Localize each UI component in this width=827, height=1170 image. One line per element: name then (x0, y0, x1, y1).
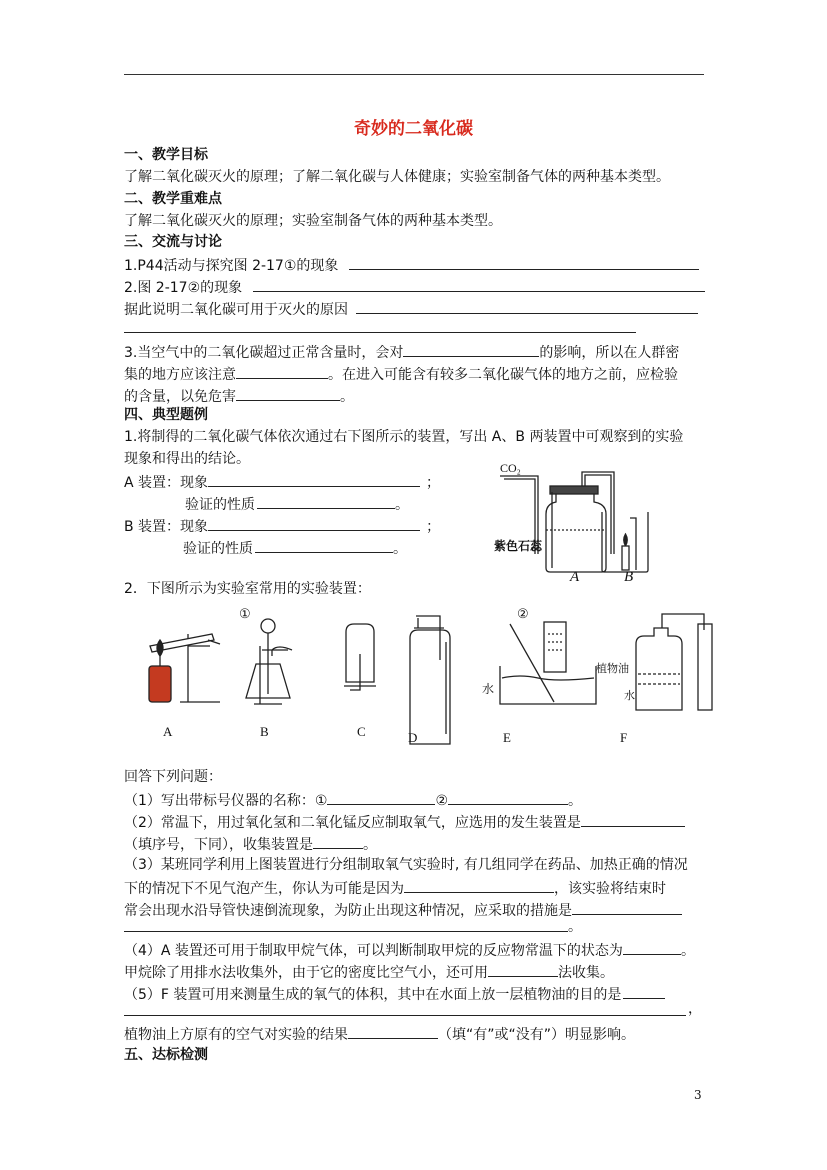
answer-blank[interactable] (255, 538, 393, 553)
fig2-label-e: E (503, 730, 511, 745)
question-1-text: 1.P44活动与探究图 2-17①的现象 (124, 258, 339, 274)
fig2-water2-label: 水 (624, 689, 635, 702)
answer-blank[interactable] (581, 812, 685, 827)
answer-blank[interactable] (313, 834, 363, 849)
answer-line[interactable] (124, 1015, 686, 1016)
question-text: （5）F 装置可用来测量生成的氧气的体积，其中在水面上放一层植物油的目的是 (124, 987, 622, 1003)
answer-blank[interactable] (349, 255, 699, 270)
question-2b-text: 据此说明二氧化碳可用于灭火的原因 (124, 302, 348, 318)
section-1-text: 了解二氧化碳灭火的原理；了解二氧化碳与人体健康；实验室制备气体的两种基本类型。 (124, 169, 670, 185)
punct: 。 (363, 837, 377, 853)
answer-intro: 回答下列问题： (124, 769, 222, 785)
question-text: 常会出现水沿导管快速倒流现象，为防止出现这种情况，应采取的措施是 (124, 903, 572, 919)
punct: ； (426, 519, 441, 535)
question-3-text: 。在进入可能含有较多二氧化碳气体的地方之前，应检验 (328, 367, 678, 383)
section-3-heading: 三、交流与讨论 (124, 234, 222, 250)
header-rule (124, 74, 704, 75)
punct: 。 (568, 919, 582, 935)
page-title: 奇妙的二氧化碳 (354, 119, 473, 139)
question-a5 (124, 984, 665, 1004)
fig2-label-d: D (408, 730, 418, 745)
litmus-label: 紫色石蕊 (494, 539, 543, 553)
co2-label: CO₂ (500, 461, 521, 475)
question-1 (124, 255, 699, 275)
question-3-text: 集的地方应该注意 (124, 367, 236, 383)
question-text: （填“有”或“没有”）明显影响。 (438, 1027, 636, 1043)
question-3 (124, 342, 679, 362)
question-text: （1）写出带标号仪器的名称：① (124, 793, 328, 809)
answer-blank[interactable] (236, 364, 328, 379)
section-2-heading: 二、教学重难点 (124, 191, 222, 207)
question-3-text: 3.当空气中的二氧化碳超过正常含量时，会对 (124, 345, 404, 361)
question-text: 法收集。 (558, 965, 614, 981)
question-text: （2）常温下，用过氧化氢和二氧化锰反应制取氧气，应选用的发生装置是 (124, 815, 581, 831)
answer-line[interactable] (124, 931, 568, 932)
question-a1 (124, 790, 582, 810)
device-b-phenomenon (124, 516, 440, 536)
label: 验证的性质 (183, 541, 253, 557)
punct: 。 (395, 497, 409, 513)
section-2-text: 了解二氧化碳灭火的原理；实验室制备气体的两种基本类型。 (124, 213, 502, 229)
answer-line[interactable] (124, 332, 636, 333)
question-text: 下的情况下不见气泡产生，你认为可能是因为 (124, 881, 404, 897)
question-text: ，该实验将结束时 (554, 881, 666, 897)
answer-blank[interactable] (327, 790, 435, 805)
punct: ， (688, 1001, 702, 1017)
section-1-heading: 一、教学目标 (124, 147, 208, 163)
page-number: 3 (694, 1088, 702, 1102)
answer-blank[interactable] (208, 516, 420, 531)
punct: 。 (568, 793, 583, 809)
question-3-cont2 (124, 386, 354, 406)
answer-blank[interactable] (356, 299, 698, 314)
fig1-label-a: A (570, 569, 580, 585)
label: 验证的性质 (185, 497, 255, 513)
answer-blank[interactable] (488, 962, 558, 977)
question-a2-cont (124, 834, 377, 854)
question-a3-cont2 (124, 900, 682, 920)
punct: ； (426, 475, 441, 491)
section-5-heading: 五、达标检测 (124, 1047, 208, 1063)
answer-blank[interactable] (572, 900, 682, 915)
problem-1-line-2: 现象和得出的结论。 (124, 451, 250, 467)
question-a2 (124, 812, 685, 832)
fig2-label-b: B (260, 724, 269, 739)
co2-apparatus-figure (490, 458, 670, 588)
device-a-property (185, 494, 409, 514)
question-a5-cont (124, 1024, 635, 1044)
question-a3-cont (124, 878, 666, 898)
label: A 装置：现象 (124, 475, 209, 491)
answer-blank[interactable] (403, 342, 539, 357)
label: B 装置：现象 (124, 519, 209, 535)
question-text: ② (435, 793, 449, 809)
question-2-text: 2.图 2-17②的现象 (124, 280, 243, 296)
answer-blank[interactable] (623, 940, 681, 955)
question-2 (124, 277, 705, 297)
question-3-text: 的含量，以免危害 (124, 389, 236, 405)
question-text: （填序号，下同），收集装置是 (124, 837, 313, 853)
fig1-label-b: B (624, 569, 634, 585)
question-a3: （3）某班同学利用上图装置进行分组制取氧气实验时, 有几组同学在药品、加热正确的情况 (124, 857, 688, 873)
answer-blank[interactable] (236, 386, 340, 401)
fig2-label-f: F (620, 730, 628, 745)
fig2-label-c: C (357, 724, 366, 739)
fig2-water-label: 水 (482, 682, 495, 696)
question-3-text: 的影响，所以在人群密 (539, 345, 680, 361)
device-b-property (183, 538, 407, 558)
question-text: 甲烷除了用排水法收集外，由于它的密度比空气小，还可用 (124, 965, 488, 981)
question-a4-cont (124, 962, 614, 982)
section-4-heading: 四、典型题例 (124, 407, 208, 423)
fig2-circle-1: ① (239, 606, 251, 621)
answer-blank[interactable] (348, 1024, 438, 1039)
answer-blank[interactable] (448, 790, 568, 805)
answer-blank[interactable] (623, 984, 665, 999)
answer-blank[interactable] (253, 277, 705, 292)
answer-blank[interactable] (404, 878, 554, 893)
answer-blank[interactable] (257, 494, 395, 509)
punct: 。 (393, 541, 407, 557)
device-a-phenomenon (124, 472, 440, 492)
question-3-cont (124, 364, 678, 384)
punct: 。 (680, 943, 695, 959)
lab-apparatus-figure (140, 604, 720, 744)
fig2-circle-2: ② (517, 606, 529, 621)
answer-blank[interactable] (208, 472, 420, 487)
question-2b (124, 299, 698, 319)
problem-1-line-1: 1.将制得的二氧化碳气体依次通过右下图所示的装置，写出 A、B 两装置中可观察到的实验 (124, 429, 684, 445)
question-3-text: 。 (340, 389, 354, 405)
question-text: （4）A 装置还可用于制取甲烷气体，可以判断制取甲烷的反应物常温下的状态为 (124, 943, 623, 959)
question-a4 (124, 940, 695, 960)
fig2-oil-label: 植物油 (596, 662, 629, 675)
problem-2-intro: 2．下图所示为实验室常用的实验装置： (124, 581, 371, 597)
fig2-label-a: A (163, 724, 173, 739)
question-text: 植物油上方原有的空气对实验的结果 (124, 1027, 348, 1043)
